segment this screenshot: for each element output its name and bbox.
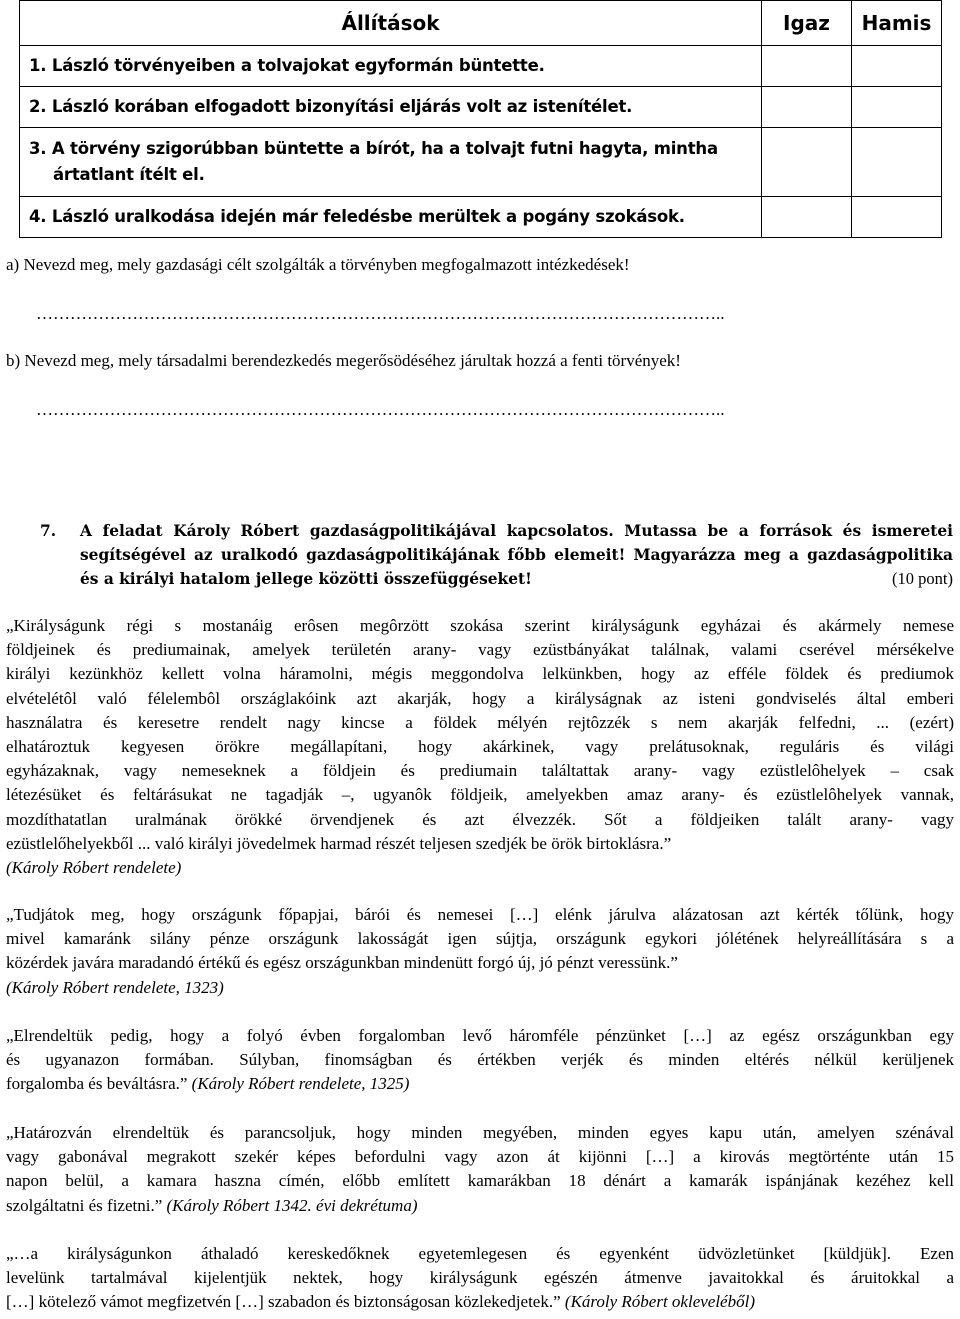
statements-table bbox=[19, 0, 942, 238]
source-line: „Határozván elrendeltük és parancsoljuk, hogy minden megyében, minden egyes kapu után, amelyen szénával bbox=[6, 1123, 954, 1142]
answer-line-b[interactable]: ………………………………………………………………………………………………………….. bbox=[36, 400, 725, 419]
table-row bbox=[20, 128, 942, 197]
task-number: 7. bbox=[40, 522, 57, 540]
task-line-3: és a királyi hatalom jellege közötti összefüggéseket! bbox=[80, 570, 532, 588]
source-line: „…a királyságunkon áthaladó kereskedőknek egyetemlegesen és egyenként üdvözletünket [küldjük]. Ezen bbox=[6, 1244, 954, 1263]
source-line: használatra és keresetre rendelt nagy kincse a földek mélyén rejtôzzék s nem akarják felfedni, ... (ezért) bbox=[6, 712, 954, 732]
true-cell-4[interactable] bbox=[762, 197, 852, 238]
true-cell-3[interactable] bbox=[762, 128, 852, 197]
source-4 bbox=[6, 1121, 954, 1218]
table-row bbox=[20, 87, 942, 128]
source-line: közérdek javára maradandó értékű és egész országunkban mindenütt forgó új, jó pénzt veressünk.” bbox=[6, 953, 678, 973]
source-3 bbox=[6, 1024, 954, 1097]
source-line: vagy gabonával megrakott szekér képes befordulni vagy azon át kijönni […] a kirovás megtörténte után 15 bbox=[6, 1147, 954, 1167]
false-cell-2[interactable] bbox=[852, 87, 942, 128]
source-line: elvételétôl való félelembôl országlakóink azt akarják, hogy a királyságnak az isteni gondviselés által emberi bbox=[6, 688, 954, 708]
statement-3-line-1: 3. A törvény szigorúbban büntette a bírót, ha a tolvajt futni hagyta, mintha bbox=[29, 139, 718, 158]
source-line bbox=[6, 1072, 954, 1096]
source-line-text: forgalomba és beváltásra.” bbox=[6, 1074, 188, 1094]
source-line: és ugyanazon formában. Súlyban, finomságban és értékben verjék és minden eltérés nélkül kerüljenek bbox=[6, 1050, 954, 1070]
false-cell-4[interactable] bbox=[852, 197, 942, 238]
source-1 bbox=[6, 614, 954, 880]
source-line: ezüstlelőhelyekből ... való királyi jövedelmek harmad részét teljesen szedjék be örök birtoklásra.” bbox=[6, 833, 672, 853]
true-header: Igaz bbox=[762, 1, 852, 46]
source-line: királyi kezünkhöz kellett volna háramolni, mégis meggondolva lelkünkben, hogy az efféle földek és prediumok bbox=[6, 664, 954, 684]
source-line-text: szolgáltatni és fizetni.” bbox=[6, 1195, 163, 1215]
task-line-2: segítségével az uralkodó gazdaságpolitikájának főbb elemeit! Magyarázza meg a gazdaságpolitika bbox=[80, 546, 953, 564]
source-citation: (Károly Róbert rendelete) bbox=[6, 857, 182, 877]
source-line: „Elrendeltük pedig, hogy a folyó évben forgalomban levő háromféle pénzünket […] az egész országunkban egy bbox=[6, 1026, 954, 1045]
source-line: levelünk tartalmával kijelentjük nektek, hogy királyságunk egészén átmenve javaitokkal és áruitokkal a bbox=[6, 1268, 954, 1288]
source-line: mozdíthatatlan uralmának örökké örvendjenek és azt élvezzék. Sőt a földjeiken talált arany- vagy bbox=[6, 809, 954, 829]
source-citation: (Károly Róbert 1342. évi dekrétuma) bbox=[166, 1195, 418, 1215]
source-line: „Királyságunk régi s mostanáig erôsen megôrzött szokása szerint királyságunk egyházai és akármely nemese bbox=[6, 616, 954, 635]
question-a: a) Nevezd meg, mely gazdasági célt szolgálták a törvényben megfogalmazott intézkedések! bbox=[6, 255, 630, 274]
true-cell-1[interactable] bbox=[762, 46, 852, 87]
source-citation: (Károly Róbert okleveléből) bbox=[564, 1292, 755, 1312]
false-header: Hamis bbox=[852, 1, 942, 46]
source-line bbox=[6, 1194, 954, 1218]
source-5 bbox=[6, 1242, 954, 1315]
source-line: földjeinek és prediumainak, amelyek területén arany- vagy ezüstbányákat találnak, valami cserével mérsékelve bbox=[6, 640, 954, 660]
table-row bbox=[20, 197, 942, 238]
source-2 bbox=[6, 903, 954, 1000]
source-line: egyházaknak, vagy nemeseknek a földjein és prediumain találtattak arany- vagy ezüstlelôhelyek – csak bbox=[6, 761, 954, 781]
answer-line-a[interactable]: ………………………………………………………………………………………………………….. bbox=[36, 304, 725, 323]
table-row bbox=[20, 46, 942, 87]
true-cell-2[interactable] bbox=[762, 87, 852, 128]
source-citation: (Károly Róbert rendelete, 1323) bbox=[6, 977, 224, 997]
source-line: létezésüket és feltárásukat ne tagadják –, ugyanôk földjeik, amelyekben amaz arany- és ezüstlelôhelyek vannak, bbox=[6, 785, 954, 805]
source-line bbox=[6, 1290, 954, 1314]
source-line: elhatároztuk kegyesen örökre megállapítani, hogy akárkinek, vagy prelátusoknak, reguláris és világi bbox=[6, 736, 954, 756]
question-b: b) Nevezd meg, mely társadalmi berendezkedés megerősödéséhez járultak hozzá a fenti törvények! bbox=[6, 351, 681, 370]
source-line: „Tudjátok meg, hogy országunk főpapjai, bárói és nemesei […] elénk járulva alázatosan azt kérték tőlünk, hogy bbox=[6, 905, 954, 924]
statement-1: 1. László törvényeiben a tolvajokat egyformán büntette. bbox=[20, 46, 762, 87]
source-line: napon belül, a kamara haszna címén, előbb említett kamarákban 18 dénárt a kamarák ispánjának kezéhez kell bbox=[6, 1171, 954, 1191]
statement-4: 4. László uralkodása idején már feledésbe merültek a pogány szokások. bbox=[20, 197, 762, 238]
false-cell-1[interactable] bbox=[852, 46, 942, 87]
source-citation: (Károly Róbert rendelete, 1325) bbox=[191, 1074, 410, 1094]
source-line-text: […] kötelező vámot megfizetvén […] szabadon és biztonságosan közlekedjetek.” bbox=[6, 1292, 561, 1312]
false-cell-3[interactable] bbox=[852, 128, 942, 197]
statements-header: Állítások bbox=[20, 1, 762, 46]
task-line-1: A feladat Károly Róbert gazdaságpolitikájával kapcsolatos. Mutassa be a források és ismeretei bbox=[80, 522, 953, 540]
statement-3-line-2: ártatlant ítélt el. bbox=[53, 165, 205, 184]
statement-3 bbox=[20, 128, 762, 197]
statement-2: 2. László korában elfogadott bizonyítási eljárás volt az istenítélet. bbox=[20, 87, 762, 128]
source-line: mivel kamaránk silány pénze országunk lakosságát igen sújtja, országunk egykori jólétének helyreállítására s a bbox=[6, 929, 954, 949]
task-points: (10 pont) bbox=[892, 569, 953, 588]
